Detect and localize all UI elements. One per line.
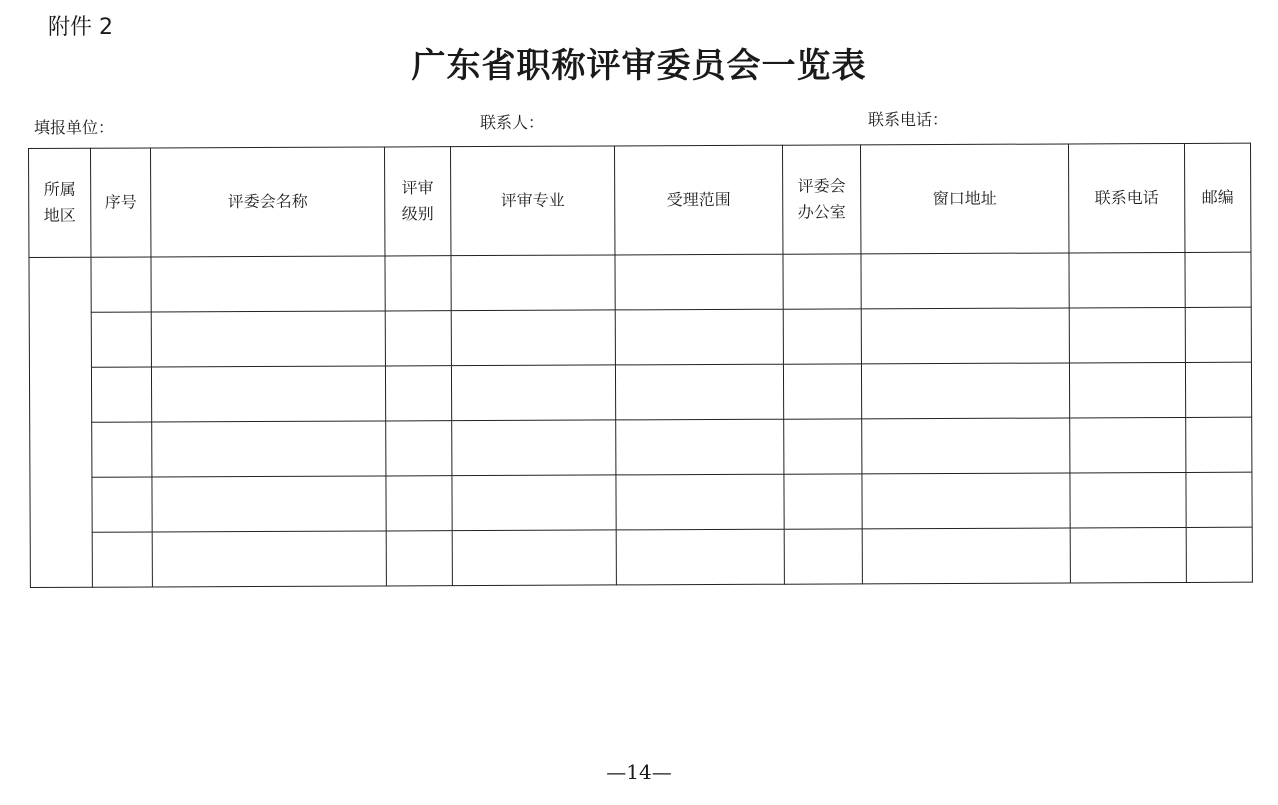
committee-table: [28, 143, 1253, 588]
table-cell: [1069, 362, 1185, 418]
table-cell: [861, 253, 1069, 309]
table-cell: [1185, 252, 1251, 307]
table-cell: [1070, 472, 1186, 528]
table-cell: [152, 421, 386, 477]
table-cell: [1069, 252, 1185, 308]
header-committee-name: 评委会名称: [151, 147, 385, 257]
table-cell: [783, 254, 861, 309]
table-cell: [1186, 472, 1252, 527]
table-cell: [386, 421, 452, 476]
phone-label: 联系电话：: [868, 110, 949, 129]
unit-label: 填报单位：: [34, 118, 115, 137]
table-cell: [452, 420, 616, 476]
table-cell: [862, 528, 1070, 584]
table-cell: [92, 532, 152, 587]
header-committee-office: 评委会 办公室: [782, 145, 860, 254]
table-cell: [861, 363, 1069, 419]
table-row: [29, 307, 1251, 367]
table-row: [30, 417, 1252, 477]
page-title: 广东省职称评审委员会一览表: [411, 46, 867, 86]
table-cell: [616, 474, 784, 530]
table-row: [30, 472, 1252, 532]
contact-label: 联系人：: [480, 113, 545, 132]
header-window-address: 窗口地址: [860, 144, 1068, 254]
table-cell: [1186, 527, 1252, 582]
table-cell: [862, 473, 1070, 529]
table-cell: [385, 366, 451, 421]
table-cell: [784, 474, 862, 529]
table-cell: [151, 256, 385, 312]
table-cell: [1185, 307, 1251, 362]
table-cell: [91, 312, 151, 367]
table-cell: [91, 367, 151, 422]
header-review-major: 评审专业: [450, 146, 614, 256]
header-phone: 联系电话: [1068, 143, 1184, 253]
table-cell: [783, 364, 861, 419]
table-cell: [616, 529, 784, 585]
table-cell: [616, 419, 784, 475]
table-cell: [385, 256, 451, 311]
table-cell: [862, 418, 1070, 474]
table-cell: [784, 529, 862, 584]
table-header-row: [29, 143, 1251, 257]
table-cell: [385, 311, 451, 366]
table-cell: [615, 309, 783, 365]
table-cell: [92, 422, 152, 477]
table-cell: [1185, 362, 1251, 417]
table-cell: [92, 477, 152, 532]
table-cell: [783, 309, 861, 364]
table-cell: [1186, 417, 1252, 472]
header-review-level: 评审 级别: [384, 147, 450, 256]
page-number: —14—: [606, 760, 672, 784]
header-postcode: 邮编: [1184, 143, 1250, 252]
table-cell: [152, 476, 386, 532]
table-cell: [1070, 527, 1186, 583]
table-cell: [784, 419, 862, 474]
region-cell: [29, 257, 92, 587]
table-cell: [1069, 307, 1185, 363]
table-cell: [451, 310, 615, 366]
table-cell: [861, 308, 1069, 364]
table-cell: [615, 364, 783, 420]
table-row: [29, 252, 1251, 312]
table-row: [29, 362, 1251, 422]
table-row: [30, 527, 1252, 587]
table-cell: [615, 254, 783, 310]
table-cell: [386, 476, 452, 531]
header-region: 所属 地区: [29, 148, 91, 257]
table-cell: [451, 255, 615, 311]
header-serial: 序号: [91, 148, 151, 257]
table-cell: [386, 531, 452, 586]
table-cell: [451, 365, 615, 421]
table-cell: [452, 475, 616, 531]
table-cell: [452, 530, 616, 586]
attachment-label: 附件 2: [48, 15, 113, 40]
table-cell: [152, 531, 386, 587]
committee-table-wrapper: [28, 143, 1252, 588]
table-cell: [91, 257, 151, 312]
table-cell: [1070, 417, 1186, 473]
table-cell: [151, 366, 385, 422]
table-cell: [151, 311, 385, 367]
header-scope: 受理范围: [614, 145, 782, 255]
